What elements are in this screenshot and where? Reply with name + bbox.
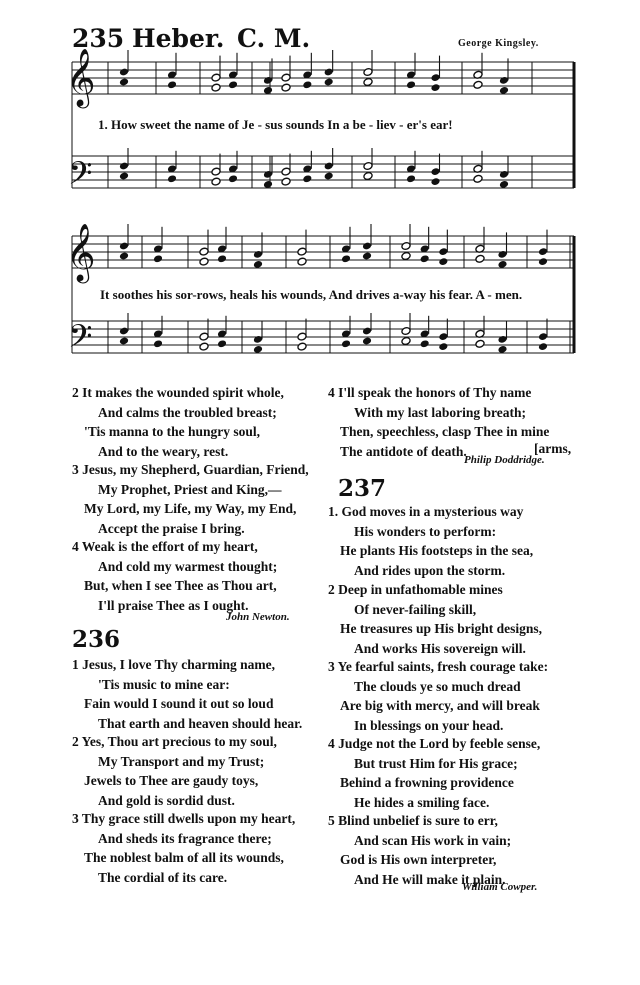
note-head <box>119 172 129 181</box>
note-head <box>199 342 209 351</box>
note-head <box>167 174 177 183</box>
note-head <box>401 252 411 261</box>
note-head <box>406 80 416 89</box>
note-head <box>153 254 163 263</box>
note-head <box>228 80 238 89</box>
note-head <box>363 78 373 87</box>
note-head <box>473 174 483 183</box>
note-head <box>281 83 291 92</box>
composer: George Kingsley. <box>458 38 539 49</box>
note-head <box>438 342 448 351</box>
bass-clef-icon: 𝄢 <box>68 318 93 362</box>
stanza-237-3: 3 Ye fearful saints, fresh courage take: The clouds ye so much dread Are big with mercy, and will break In blessings on your head. <box>328 659 549 733</box>
stanza-235-4: 4 Weak is the effort of my heart, And cold my warmest thought; But, when I see Thee as Thou art, I'll praise Thee as I ought. <box>72 539 278 613</box>
note-head <box>473 80 483 89</box>
note-head <box>362 337 372 346</box>
tune-name: Heber. <box>132 24 225 53</box>
note-head <box>341 254 351 263</box>
note-head <box>217 339 227 348</box>
note-head <box>217 254 227 263</box>
stanza-237-1: 1. God moves in a mysterious way His wonders to perform: He plants His footsteps in the sea, And rides upon the storm. <box>328 504 534 578</box>
stanza-236-2: 2 Yes, Thou art precious to my soul, My Transport and my Trust; Jewels to Thee are gaudy toys, And gold is sordid dust. <box>72 734 277 808</box>
stanza-235-5: 4 I'll speak the honors of Thy name With my last laboring breath; Then, speechless, clasp Thee in mine The antidote of death. <box>328 385 550 459</box>
treble-clef-icon: 𝄞 <box>66 223 96 281</box>
hymn-number-237: 237 <box>338 475 387 502</box>
hymn-number-236: 236 <box>72 626 121 653</box>
note-head <box>538 342 548 351</box>
lyric-line-1: 1. How sweet the name of Je - sus sounds In a be - liev - er's ear! <box>98 117 453 132</box>
stanza-237-2: 2 Deep in unfathomable mines Of never-failing skill, He treasures up His bright designs, And works His sovereign will. <box>328 582 543 656</box>
meter: C. M. <box>237 24 311 53</box>
hymn-number-235: 235 <box>72 24 125 53</box>
treble-clef-icon: 𝄞 <box>66 48 96 106</box>
bass-clef-icon: 𝄢 <box>68 155 93 199</box>
note-head <box>281 177 291 186</box>
note-head <box>228 174 238 183</box>
note-head <box>211 177 221 186</box>
stanza-237-4: 4 Judge not the Lord by feeble sense, But trust Him for His grace; Behind a frowning providence He hides a smiling face. <box>328 736 541 810</box>
note-head <box>199 257 209 266</box>
note-head <box>297 257 307 266</box>
lyric-line-2: It soothes his sor-rows, heals his wounds, And drives a-way his fear. A - men. <box>100 287 523 302</box>
stanza-236-3: 3 Thy grace still dwells upon my heart, And sheds its fragrance there; The noblest balm of all its wounds, The cordial of its care. <box>72 811 296 885</box>
note-head <box>420 339 430 348</box>
note-head <box>401 337 411 346</box>
note-head <box>430 83 440 92</box>
note-head <box>119 337 129 346</box>
note-head <box>341 339 351 348</box>
note-head <box>167 80 177 89</box>
turnover-arms: [arms, <box>534 441 572 456</box>
note-head <box>406 174 416 183</box>
note-head <box>420 254 430 263</box>
author-235: John Newton. <box>226 611 290 623</box>
author-237: William Cowper. <box>462 881 538 893</box>
note-head <box>538 257 548 266</box>
note-head <box>324 78 334 87</box>
note-head <box>475 339 485 348</box>
note-head <box>119 252 129 261</box>
note-head <box>438 257 448 266</box>
note-head <box>297 342 307 351</box>
note-head <box>430 177 440 186</box>
note-head <box>153 339 163 348</box>
note-head <box>211 83 221 92</box>
note-head <box>475 254 485 263</box>
stanza-235-2: 2 It makes the wounded spirit whole, And calms the troubled breast; 'Tis manna to the hungry soul, And to the weary, rest. <box>72 385 284 459</box>
note-head <box>119 78 129 87</box>
author-235-right: Philip Doddridge. <box>464 454 545 466</box>
stanza-236-1: 1 Jesus, I love Thy charming name, 'Tis music to mine ear: Fain would I sound it out so loud That earth and heaven should hear. <box>72 657 303 731</box>
note-head <box>363 172 373 181</box>
note-head <box>362 252 372 261</box>
note-head <box>302 174 312 183</box>
note-head <box>302 80 312 89</box>
stanza-235-3: 3 Jesus, my Shepherd, Guardian, Friend, My Prophet, Priest and King,— My Lord, my Life, my Way, my End, Accept the praise I bring. <box>72 462 309 536</box>
note-head <box>324 172 334 181</box>
stanza-237-5: 5 Blind unbelief is sure to err, And scan His work in vain; God is His own interpreter, And He will make it plain. <box>328 813 512 887</box>
